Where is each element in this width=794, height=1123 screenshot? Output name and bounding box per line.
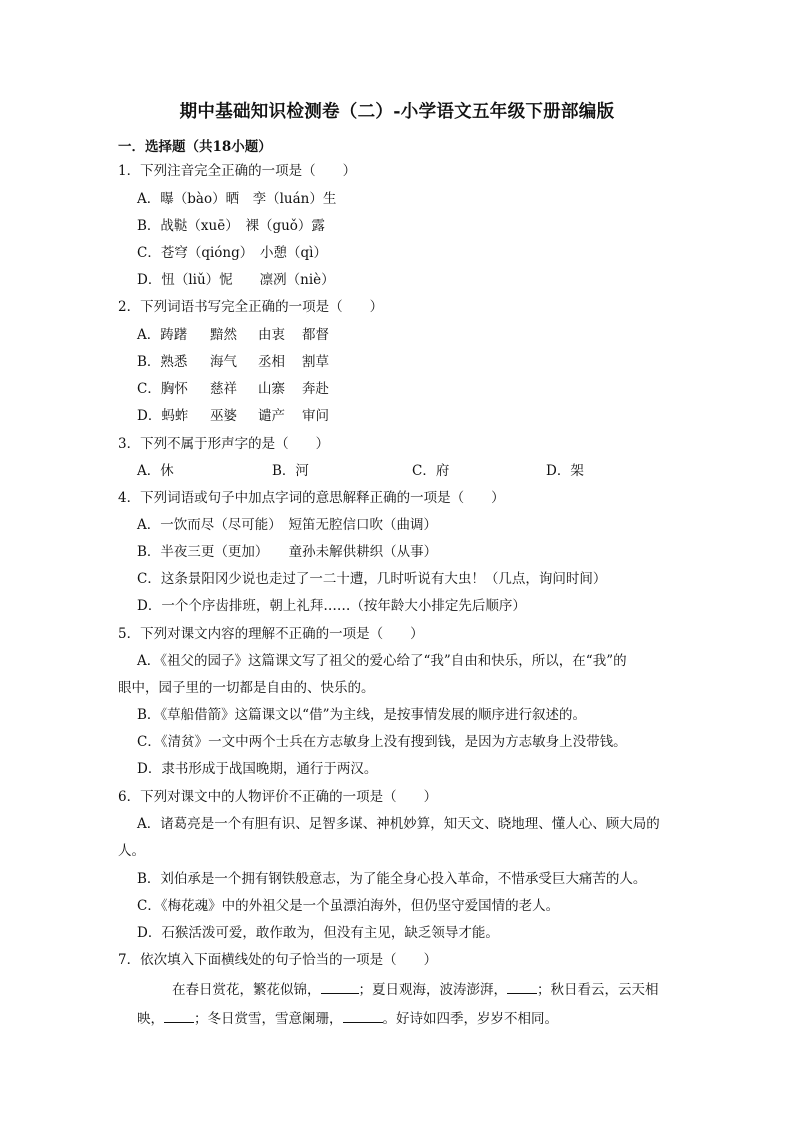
fill-blank-2 xyxy=(507,979,537,994)
question-6-option-a-line-1: A．诸葛亮是一个有胆有识、足智多谋、神机妙算，知天文、晓地理、懂人心、顾大局的 xyxy=(137,816,660,832)
question-4-option-a: A．一饮而尽（尽可能） 短笛无腔信口吹（曲调） xyxy=(137,517,437,533)
question-3-option-b: B．河 xyxy=(272,463,309,479)
q7-text-3: ；秋日看云，云天相 xyxy=(537,982,659,998)
question-4-stem: 4．下列词语或句子中加点字词的意思解释正确的一项是（ ） xyxy=(118,490,505,506)
q2-a-word-3: 由衷 xyxy=(258,327,285,343)
question-1-option-c: C．苍穹（qióng） 小憩（qì） xyxy=(137,245,327,261)
question-6-option-c: C．《梅花魂》中的外祖父是一个虽漂泊海外，但仍坚守爱国情的老人。 xyxy=(137,898,560,914)
question-2-stem: 2．下列词语书写完全正确的一项是（ ） xyxy=(118,299,384,315)
question-3-option-c: C．府 xyxy=(412,463,450,479)
section-heading: 一．选择题（共18小题） xyxy=(118,139,272,155)
q2-b-word-2: 海气 xyxy=(210,354,237,370)
q7-text-2: ；夏日观海，波涛澎湃， xyxy=(358,982,507,998)
question-6-option-d: D．石猴活泼可爱，敢作敢为，但没有主见，缺乏领导才能。 xyxy=(137,925,499,941)
question-5-option-a-line-2: 眼中，园子里的一切都是自由的、快乐的。 xyxy=(118,680,375,696)
q7-text-4: 映， xyxy=(137,1011,164,1027)
q2-b-word-3: 丞相 xyxy=(258,354,285,370)
question-2-option-c xyxy=(137,380,329,398)
question-5-stem: 5．下列对课文内容的理解不正确的一项是（ ） xyxy=(118,626,424,642)
question-6-option-a-line-2: 人。 xyxy=(118,843,145,859)
question-2-option-b xyxy=(137,353,329,371)
question-3-option-d: D．架 xyxy=(546,463,584,479)
question-1-stem: 1．下列注音完全正确的一项是（ ） xyxy=(118,163,357,179)
q2-d-word-4: 审问 xyxy=(302,408,329,424)
q2-c-word-3: 山寨 xyxy=(258,381,285,397)
fill-blank-3 xyxy=(164,1008,194,1023)
q2-a-word-1: A．踌躇 xyxy=(137,327,188,343)
question-1-option-d: D．忸（liǔ）怩 凛冽（niè） xyxy=(137,272,335,288)
question-4-option-d: D．一个个序齿排班，朝上礼拜……（按年龄大小排定先后顺序） xyxy=(137,598,526,614)
question-5-option-c: C．《清贫》一文中两个士兵在方志敏身上没有搜到钱，是因为方志敏身上没带钱。 xyxy=(137,734,627,750)
question-6-stem: 6．下列对课文中的人物评价不正确的一项是（ ） xyxy=(118,789,438,805)
q2-c-word-2: 慈祥 xyxy=(210,381,237,397)
question-2-option-a xyxy=(137,326,329,344)
question-6-option-b: B．刘伯承是一个拥有钢铁般意志，为了能全身心投入革命，不惜承受巨大痛苦的人。 xyxy=(137,871,647,887)
q2-b-word-4: 割草 xyxy=(302,354,329,370)
q2-d-word-1: D．蚂蚱 xyxy=(137,408,189,424)
question-3-stem: 3．下列不属于形声字的是（ ） xyxy=(118,436,330,452)
q7-text-6: 。好诗如四季，岁岁不相同。 xyxy=(382,1011,558,1027)
question-5-option-d: D．隶书形成于战国晚期，通行于两汉。 xyxy=(137,761,378,777)
question-3-option-a: A．休 xyxy=(137,463,174,479)
q2-c-word-4: 奔赴 xyxy=(302,381,329,397)
q2-a-word-2: 黯然 xyxy=(210,327,237,343)
question-5-option-a-line-1: A．《祖父的园子》这篇课文写了祖父的爱心给了“我”自由和快乐，所以，在“我”的 xyxy=(137,653,627,669)
question-5-option-b: B．《草船借箭》这篇课文以“借”为主线，是按事情发展的顺序进行叙述的。 xyxy=(137,707,586,723)
question-4-option-b: B．半夜三更（更加） 童孙未解供耕织（从事） xyxy=(137,544,438,560)
question-4-option-c: C．这条景阳冈少说也走过了一二十遭，几时听说有大虫！（几点，询问时间） xyxy=(137,571,607,587)
question-2-option-d xyxy=(137,407,329,425)
fill-blank-4 xyxy=(343,1008,383,1023)
question-7-stem: 7．依次填入下面横线处的句子恰当的一项是（ ） xyxy=(118,952,438,968)
question-1-option-b: B．战鞑（xuē） 裸（guǒ）露 xyxy=(137,218,325,234)
page-title: 期中基础知识检测卷（二）-小学语文五年级下册部编版 xyxy=(179,102,615,122)
q7-text-5: ；冬日赏雪，雪意阑珊， xyxy=(194,1011,343,1027)
q2-d-word-3: 谴产 xyxy=(258,408,285,424)
q2-d-word-2: 巫婆 xyxy=(210,408,237,424)
question-7-passage-line-1 xyxy=(172,979,659,999)
question-1-option-a: A．曝（bào）晒 孪（luán）生 xyxy=(137,191,337,207)
question-7-passage-line-2 xyxy=(137,1008,558,1028)
q2-c-word-1: C．胸怀 xyxy=(137,381,188,397)
fill-blank-1 xyxy=(321,979,359,994)
q7-text-1: 在春日赏花，繁花似锦， xyxy=(172,982,321,998)
q2-a-word-4: 都督 xyxy=(302,327,329,343)
q2-b-word-1: B．熟悉 xyxy=(137,354,188,370)
